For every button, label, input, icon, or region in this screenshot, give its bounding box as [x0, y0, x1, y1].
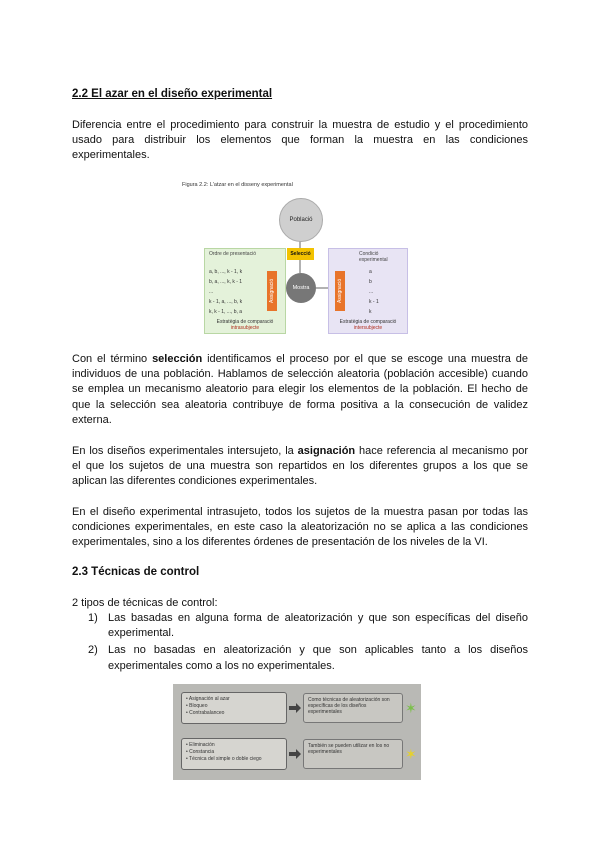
footer-strategy: intersubjecte [353, 325, 383, 331]
paragraph-intro: Diferencia entre el procedimiento para construir la muestra de estudio y el procedimiento usado para distribuir los elementos que forman la muestra en las condiciones experimentales. [72, 119, 528, 162]
left-box-footer [207, 319, 283, 331]
techniques-list [72, 611, 528, 676]
technique-item: • Técnica del simple o doble ciego [186, 756, 262, 762]
order-row: a, b, ..., k - 1, k [209, 269, 243, 275]
list-item [72, 643, 528, 673]
order-row: ... [209, 289, 214, 295]
footer-strategy: intrasubjecte [230, 325, 260, 331]
order-row: k, k - 1, ..., b, a [209, 309, 243, 315]
population-circle: Població [279, 198, 323, 242]
non-randomization-note: También se pueden utilizar en los no experimentales [303, 739, 403, 769]
order-row: k - 1, a, ..., b, k [209, 299, 243, 305]
technique-item: • Contrabalanceo [186, 710, 225, 716]
paragraph-intrasujeto: En el diseño experimental intrasujeto, todos los sujetos de la muestra pasan por todas las condiciones experimentales, en este caso la aleatorización no se aplica a las condiciones experimentales, sino a los diferentes órdenes de presentación de los niveles de la VI. [72, 506, 528, 549]
technique-item: • Asignación al azar [186, 696, 230, 702]
term-asignacion: asignación [297, 445, 356, 457]
condition-row: ... [369, 289, 374, 295]
sample-circle: Mostra [286, 273, 316, 303]
condition-row: a [369, 269, 372, 275]
list-text: Las no basadas en aleatorización y que son aplicables tanto a los diseños experimentales como a los no experimentales. [108, 644, 528, 672]
text-run: Con el término [72, 353, 153, 365]
section-heading-azar: 2.2 El azar en el diseño experimental [72, 88, 273, 100]
condition-row: k [369, 309, 372, 315]
technique-item: • Constancia [186, 749, 215, 755]
assignment-label-left: Assignació [267, 271, 277, 311]
right-box-title: Condició experimental [359, 251, 388, 263]
arrow-right-icon [289, 703, 301, 713]
list-number: 1) [88, 612, 98, 624]
paragraph-seleccion [72, 352, 528, 428]
condition-row: k - 1 [369, 299, 379, 305]
star-icon: ✶ [405, 700, 417, 716]
non-randomization-techniques-box [181, 738, 287, 770]
left-order-rows [209, 267, 242, 317]
figure-azar-diseno [178, 178, 414, 336]
right-condition-rows [369, 267, 379, 317]
randomization-techniques-box [181, 692, 287, 724]
randomization-note: Como técnicas de aleatorización son específicas de los diseños experimentales [303, 693, 403, 723]
section-heading-tecnicas: 2.3 Técnicas de control [72, 566, 200, 578]
figure-caption: Figura 2.2: L'atzar en el disseny experimental [182, 182, 293, 188]
text-run: En los diseños experimentales intersujeto, la [72, 445, 298, 457]
condition-row: b [369, 279, 372, 285]
technique-item: • Eliminación [186, 742, 215, 748]
paragraph-asignacion [72, 444, 528, 490]
list-text: Las basadas en alguna forma de aleatorización y que son específicas del diseño experimental. [108, 612, 528, 640]
list-number: 2) [88, 644, 98, 657]
text-run: identificamos el proceso por el que se escoge una muestra de individuos de una población. Hablamos de selección aleatoria (población accesible) cuando se emplea un mecanismo aleatorio para elegir los elementos de la población. El hecho de que la selección sea aleatoria contribuye de forma positiva a la consecución de validez externa. [72, 353, 528, 426]
text-run: hace referencia al mecanismo por el que los sujetos de una muestra son repartidos en los diferentes grupos a los que se aplican las diferentes condiciones experimentales. [72, 445, 529, 488]
arrow-right-icon [289, 749, 301, 759]
order-row: b, a, ..., k, k - 1 [209, 279, 243, 285]
paragraph-tipos: 2 tipos de técnicas de control: [72, 597, 218, 609]
left-box-intrasubject [204, 248, 286, 334]
list-item [72, 611, 528, 641]
technique-item: • Bloqueo [186, 703, 208, 709]
right-box-intersubject [328, 248, 408, 334]
assignment-label-right: Assignació [335, 271, 345, 311]
left-box-title: Ordre de presentació [209, 251, 256, 257]
figure-control-techniques-photo [173, 684, 421, 780]
star-icon: ✶ [405, 746, 417, 762]
footer-line: Estratègia de comparació [339, 319, 397, 325]
selection-label: Selecció [287, 248, 314, 260]
footer-line: Estratègia de comparació [216, 319, 274, 325]
right-box-footer [331, 319, 405, 331]
term-seleccion: selección [152, 353, 203, 365]
